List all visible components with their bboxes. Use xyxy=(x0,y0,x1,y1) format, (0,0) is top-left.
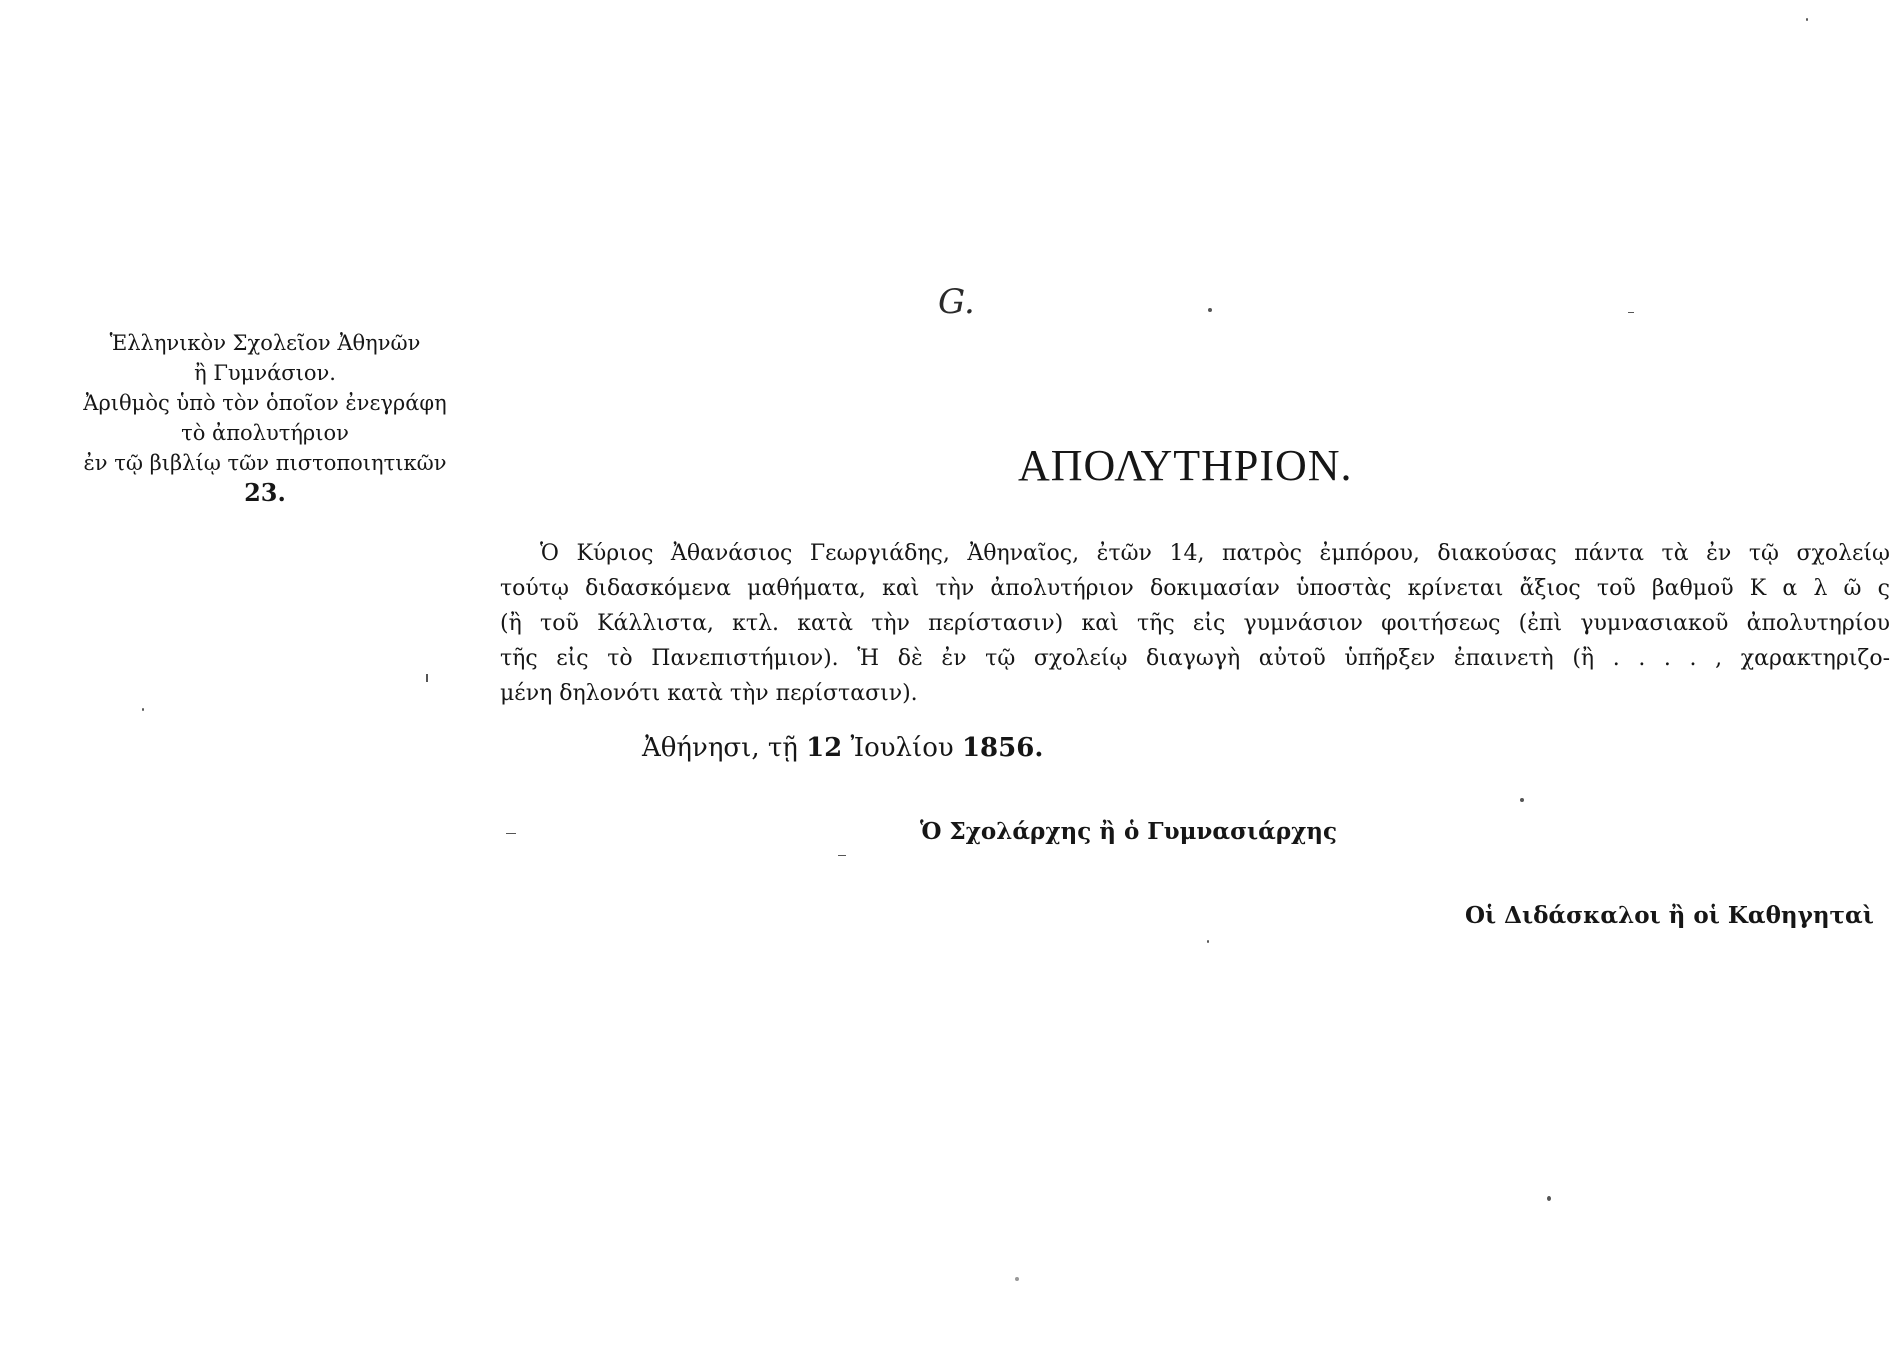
scan-speck xyxy=(142,708,144,711)
margin-note-gymnasium: ἢ Γυμνάσιον. xyxy=(194,361,336,385)
dateline-place: Ἀθήνησι, τῇ xyxy=(642,733,798,763)
dateline xyxy=(642,733,1043,763)
signature-teachers: Οἱ Διδάσκαλοι ἢ οἱ Καθηγηταὶ xyxy=(1465,902,1874,929)
dateline-year: 1856. xyxy=(961,733,1044,763)
margin-note-certificate: τὸ ἀπολυτήριον xyxy=(181,421,349,445)
dateline-day: 12 xyxy=(806,733,843,763)
body-line: μένη δηλονότι κατὰ τὴν περίστασιν). xyxy=(500,681,918,706)
scan-speck xyxy=(1207,940,1209,943)
scan-speck xyxy=(1628,312,1634,313)
margin-note xyxy=(30,328,500,508)
margin-note-number: 23. xyxy=(244,478,286,507)
document-title: ΑΠΟΛΥΤΗΡΙΟΝ. xyxy=(1018,441,1353,490)
margin-note-registration: Ἀριθμὸς ὑπὸ τὸν ὁποῖον ἐνεγράφη xyxy=(83,391,447,415)
scan-speck xyxy=(426,674,428,682)
body-line: (ἢ τοῦ Κάλλιστα, κτλ. κατὰ τὴν περίστασιν) καὶ τῆς εἰς γυμνάσιον φοιτήσεως (ἐπὶ γυμνασιακοῦ ἀπολυτηρίου xyxy=(500,611,1890,636)
margin-note-book: ἐν τῷ βιβλίῳ τῶν πιστοποιητικῶν xyxy=(83,451,447,475)
margin-note-school: Ἑλληνικὸν Σχολεῖον Ἀθηνῶν xyxy=(109,331,421,355)
body-line: τῆς εἰς τὸ Πανεπιστήμιον). Ἡ δὲ ἐν τῷ σχολείῳ διαγωγὴ αὐτοῦ ὑπῆρξεν ἐπαινετὴ (ἢ . . . . , χαρακτηριζο- xyxy=(500,646,1890,671)
scan-speck xyxy=(1015,1277,1019,1281)
scan-speck xyxy=(506,833,516,834)
certificate-body xyxy=(500,536,1890,711)
body-line: Ὁ Κύριος Ἀθανάσιος Γεωργιάδης, Ἀθηναῖος, ἐτῶν 14, πατρὸς ἐμπόρου, διακούσας πάντα τὰ ἐν τῷ σχολείῳ xyxy=(540,541,1890,566)
dateline-month: Ἰουλίου xyxy=(850,733,954,763)
scan-speck xyxy=(838,855,846,856)
scan-speck xyxy=(1520,798,1524,802)
scan-speck xyxy=(1806,18,1808,21)
section-mark: G. xyxy=(938,282,975,322)
body-line: τούτῳ διδασκόμενα μαθήματα, καὶ τὴν ἀπολυτήριον δοκιμασίαν ὑποστὰς κρίνεται ἄξιος τοῦ βαθμοῦ Κ α λ ῶ ς xyxy=(500,576,1890,601)
scan-speck xyxy=(1547,1196,1551,1201)
scan-speck xyxy=(1208,308,1212,312)
signature-headmaster: Ὁ Σχολάρχης ἢ ὁ Γυμνασιάρχης xyxy=(920,818,1338,845)
